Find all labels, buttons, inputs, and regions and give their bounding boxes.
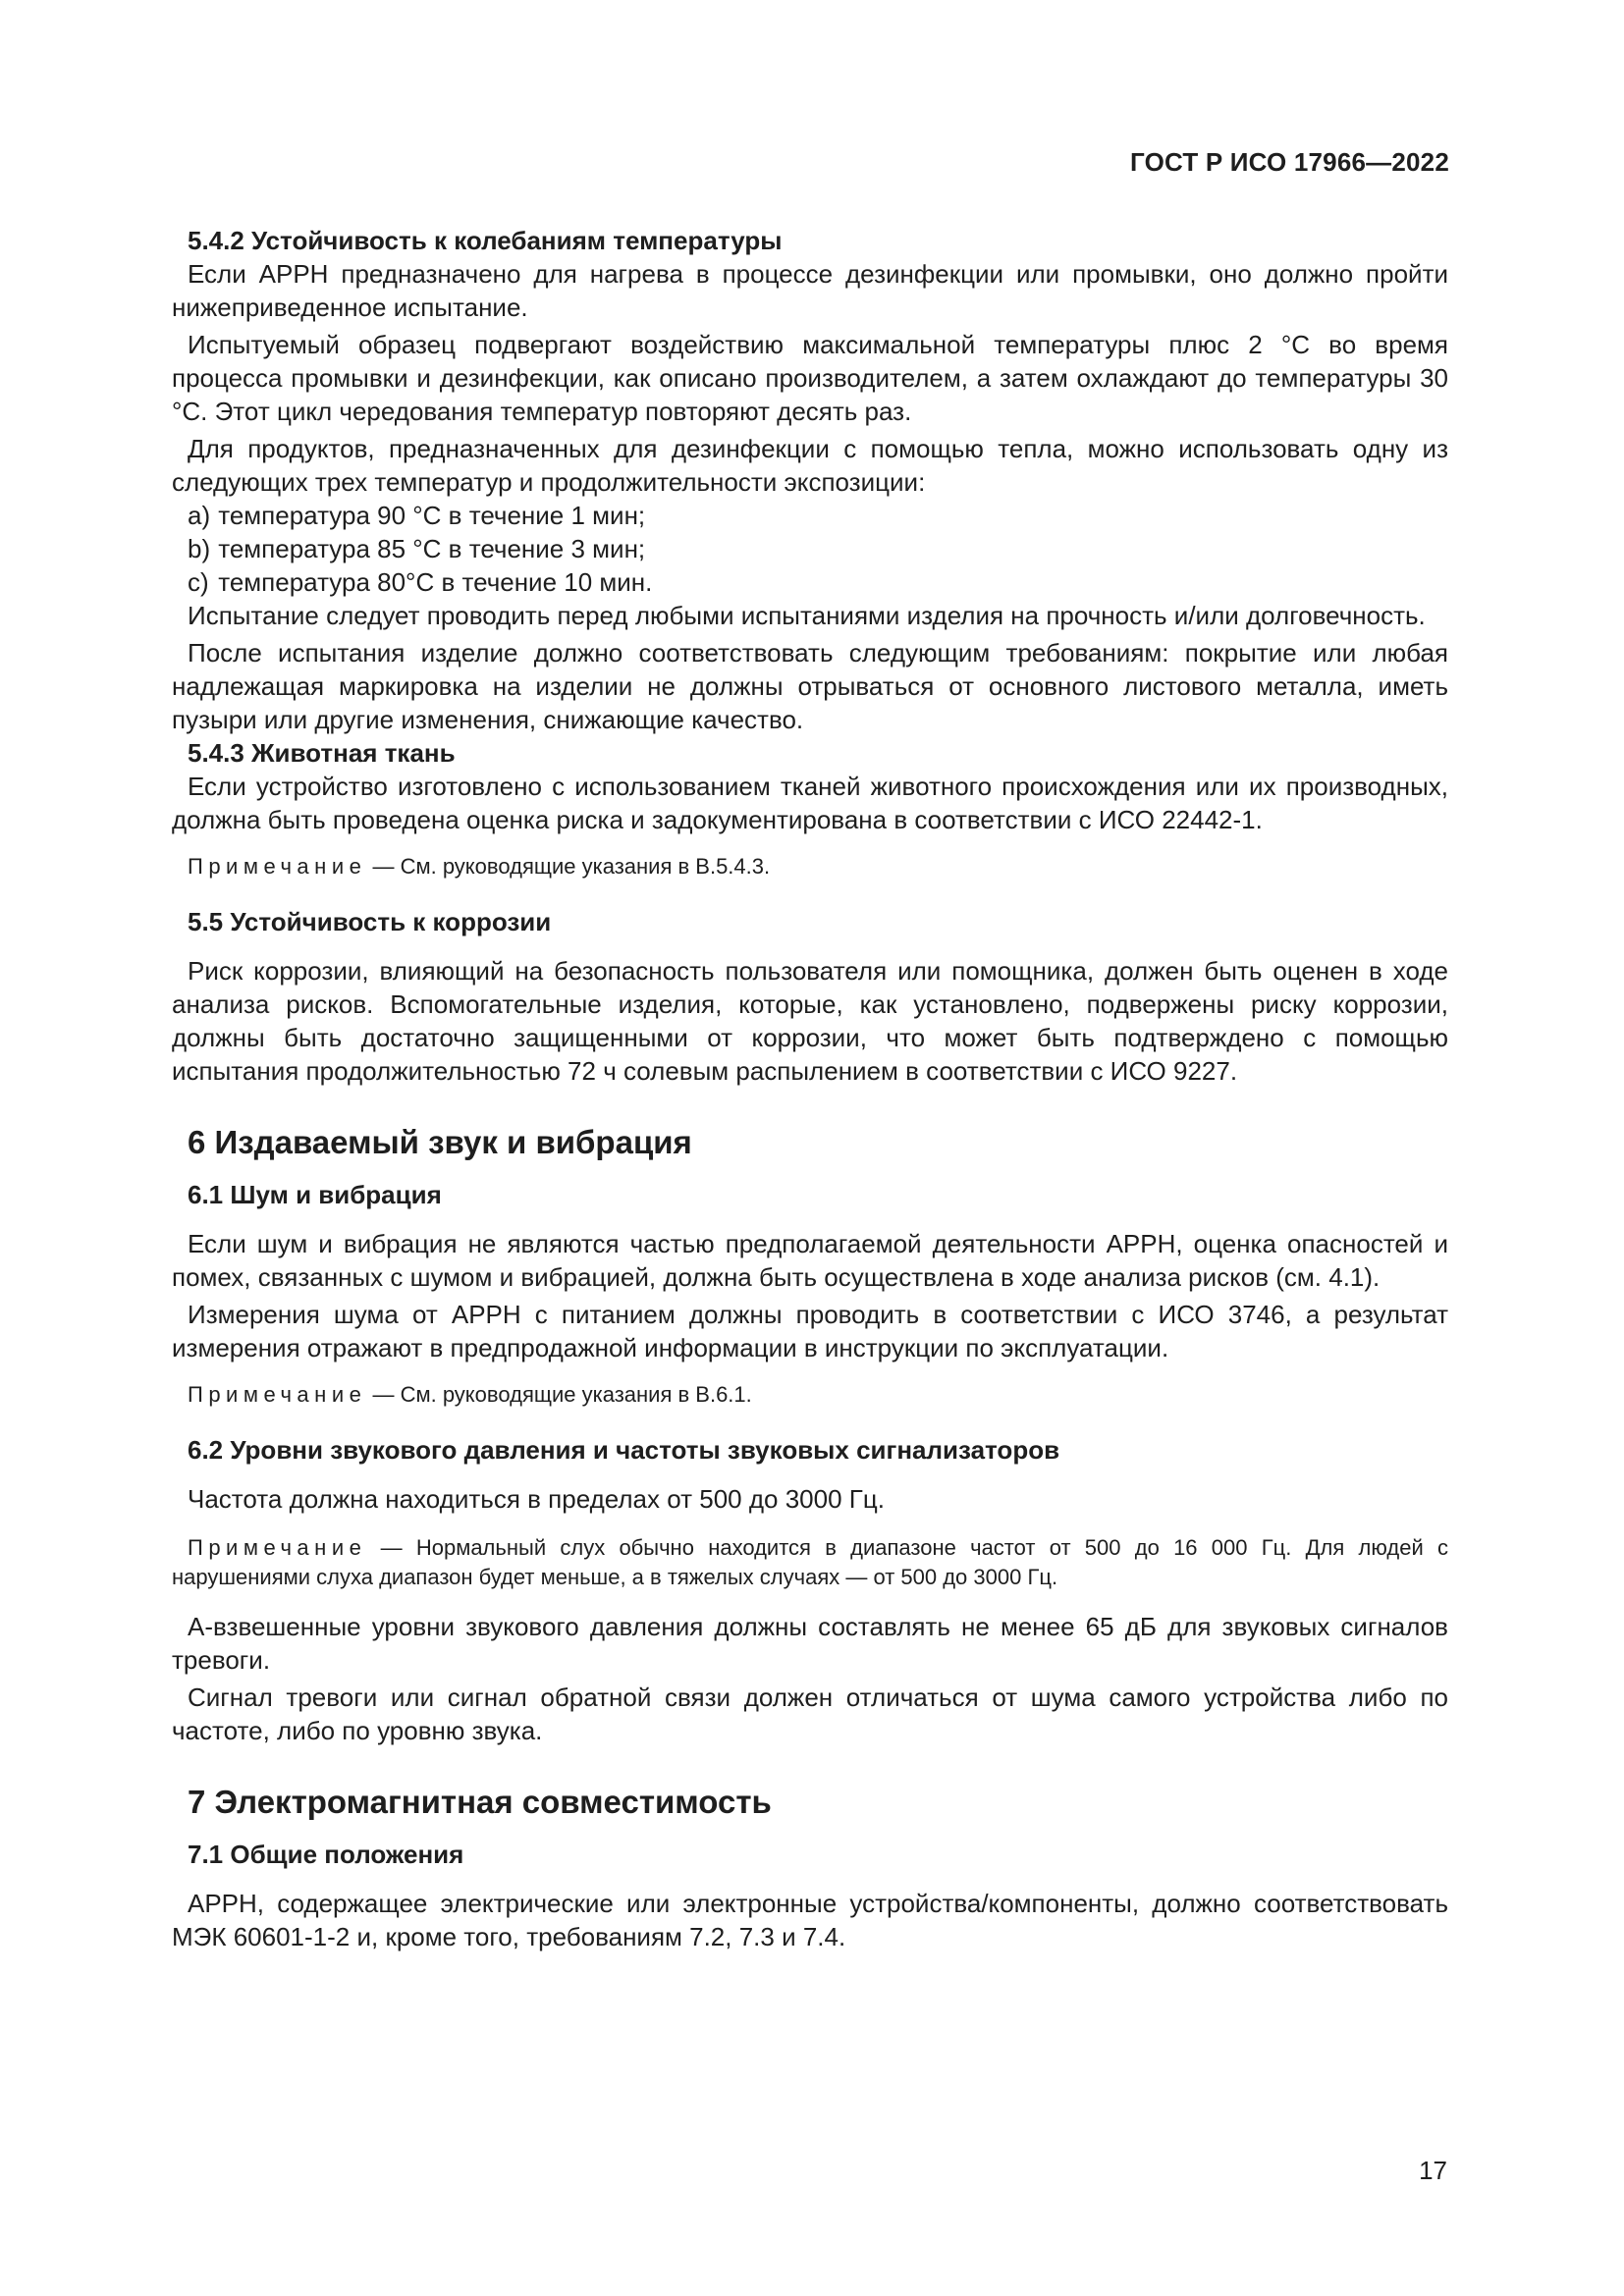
paragraph: АРРН, содержащее электрические или электронные устройства/компоненты, должно соответствовать МЭК 60601-1-2 и, кроме того, требованиям 7.2, 7.3 и 7.4. <box>172 1889 1448 1951</box>
document-header: ГОСТ Р ИСО 17966—2022 <box>1129 147 1449 177</box>
paragraph: Если шум и вибрация не являются частью предполагаемой деятельности АРРН, оценка опасностей и помех, связанных с шумом и вибрацией, должна быть осуществлена в ходе анализа рисков (см. 4.1). <box>172 1229 1448 1292</box>
note <box>172 1380 1448 1410</box>
page-content <box>172 224 1448 1953</box>
list-marker: c) <box>188 567 209 597</box>
paragraph: Измерения шума от АРРН с питанием должны проводить в соответствии с ИСО 3746, а результат измерения отражают в предпродажной информации в инструкции по эксплуатации. <box>172 1300 1448 1362</box>
paragraph: Испытуемый образец подвергают воздействию максимальной температуры плюс 2 °С во время процесса промывки и дезинфекции, как описано производителем, а затем охлаждают до температуры 30 °С. Этот цикл чередования температур повторяют десять раз. <box>172 330 1448 426</box>
heading-7: 7 Электромагнитная совместимость <box>188 1784 772 1820</box>
paragraph: А-взвешенные уровни звукового давления должны составлять не менее 65 дБ для звуковых сигналов тревоги. <box>172 1612 1448 1675</box>
note-text: — Нормальный слух обычно находится в диапазоне частот от 500 до 16 000 Гц. Для людей с нарушениями слуха диапазон будет меньше, а в тяжелых случаях — от 500 до 3000 Гц. <box>172 1535 1448 1589</box>
page-number: 17 <box>1419 2156 1447 2185</box>
paragraph: Для продуктов, предназначенных для дезинфекции с помощью тепла, можно использовать одну из следующих трех температур и продолжительности экспозиции: <box>172 434 1448 497</box>
heading-7-1: 7.1 Общие положения <box>188 1840 464 1869</box>
note <box>172 1533 1448 1592</box>
list-item-text: температура 90 °С в течение 1 мин; <box>218 501 646 530</box>
paragraph: Если устройство изготовлено с использованием тканей животного происхождения или их производных, должна быть проведена оценка риска и задокументирована в соответствии с ИСО 22442-1. <box>172 772 1448 834</box>
heading-5-5: 5.5 Устойчивость к коррозии <box>188 907 552 936</box>
note-label: Примечание <box>188 854 367 879</box>
heading-5-4-3: 5.4.3 Животная ткань <box>188 738 456 768</box>
paragraph: После испытания изделие должно соответствовать следующим требованиям: покрытие или любая надлежащая маркировка на изделии не должны отрываться от основного листового металла, иметь пузыри или другие изменения, снижающие качество. <box>172 638 1448 734</box>
paragraph: Сигнал тревоги или сигнал обратной связи должен отличаться от шума самого устройства либо по частоте, либо по уровню звука. <box>172 1682 1448 1745</box>
paragraph: Частота должна находиться в пределах от 500 до 3000 Гц. <box>188 1484 885 1514</box>
list-item <box>172 499 1448 532</box>
heading-5-4-2: 5.4.2 Устойчивость к колебаниям температуры <box>188 226 783 255</box>
paragraph: Испытание следует проводить перед любыми испытаниями изделия на прочность и/или долговечность. <box>188 601 1426 630</box>
note <box>172 852 1448 881</box>
note-label: Примечание <box>188 1535 367 1560</box>
paragraph: Если АРРН предназначено для нагрева в процессе дезинфекции или промывки, оно должно пройти нижеприведенное испытание. <box>172 259 1448 322</box>
list-item <box>172 565 1448 599</box>
heading-6-1: 6.1 Шум и вибрация <box>188 1180 442 1209</box>
note-text: — См. руководящие указания в В.5.4.3. <box>372 854 771 879</box>
list-item <box>172 532 1448 565</box>
heading-6-2: 6.2 Уровни звукового давления и частоты звуковых сигнализаторов <box>188 1435 1060 1465</box>
paragraph: Риск коррозии, влияющий на безопасность пользователя или помощника, должен быть оценен в ходе анализа рисков. Вспомогательные изделия, которые, как установлено, подвержены риску коррозии, должны быть достаточно защищенными от коррозии, что может быть подтверждено с помощью испытания продолжительностью 72 ч солевым распылением в соответствии с ИСО 9227. <box>172 956 1448 1086</box>
note-text: — См. руководящие указания в В.6.1. <box>372 1382 752 1407</box>
list-marker: a) <box>188 501 211 530</box>
heading-6: 6 Издаваемый звук и вибрация <box>188 1124 692 1160</box>
list-item-text: температура 80°С в течение 10 мин. <box>218 567 653 597</box>
list-item-text: температура 85 °С в течение 3 мин; <box>218 534 646 563</box>
list-marker: b) <box>188 534 211 563</box>
note-label: Примечание <box>188 1382 367 1407</box>
